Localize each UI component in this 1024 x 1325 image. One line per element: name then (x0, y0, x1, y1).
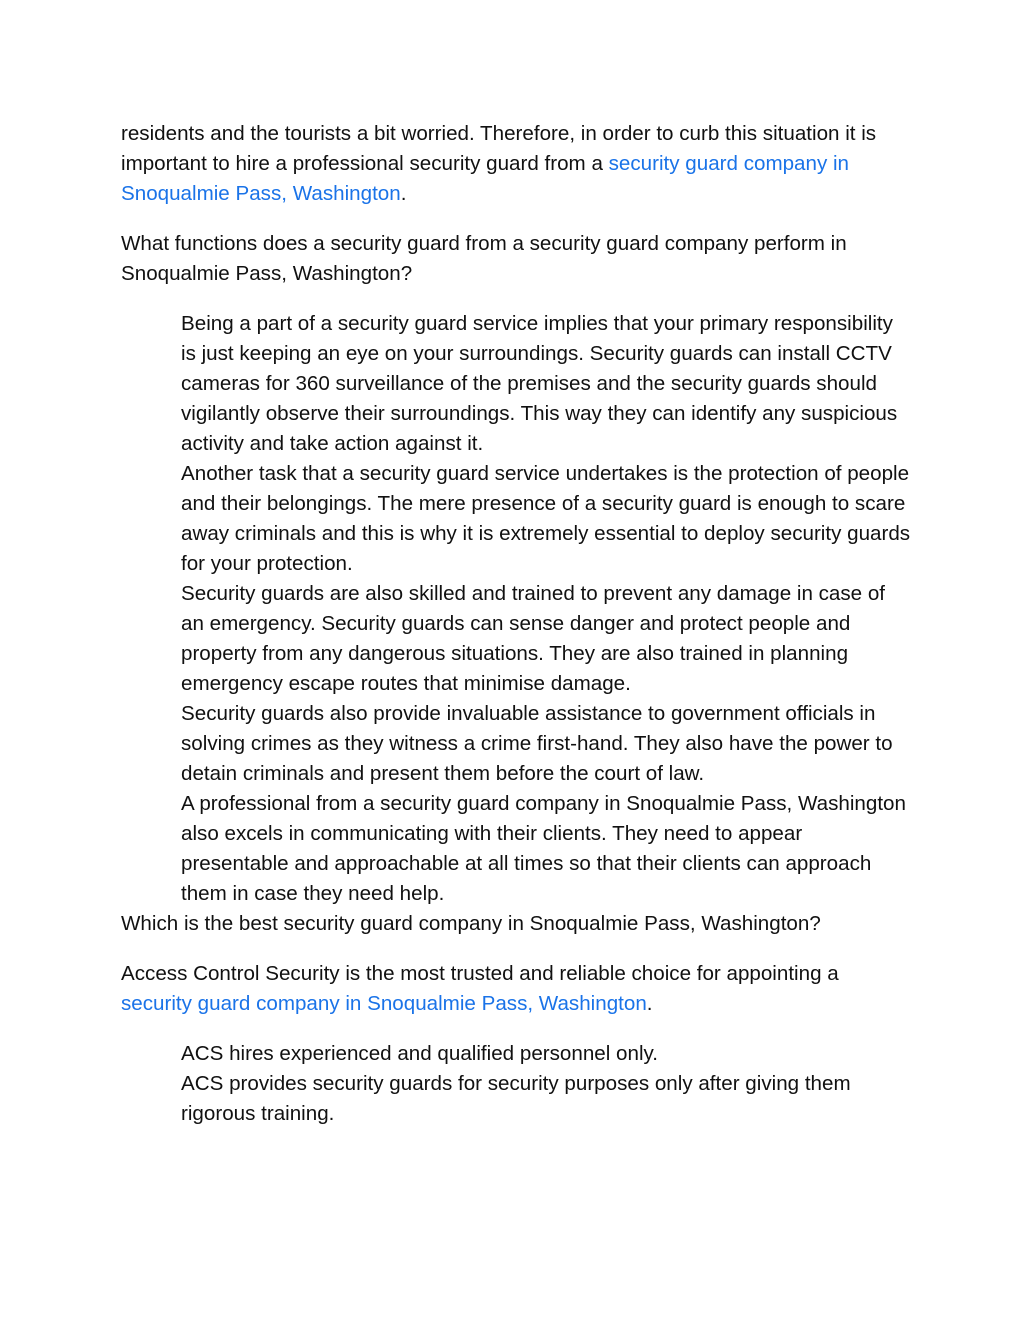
function-item: Being a part of a security guard service implies that your primary responsibility is just keeping an eye on your surroundings. Security guards can install CCTV cameras for 360 surveillance of the premises and the security guards should vigilantly observe their surroundings. This way they can identify any suspicious activity and take action against it. (181, 312, 898, 455)
intro-paragraph (121, 119, 911, 209)
acs-point-item: ACS hires experienced and qualified personnel only. (181, 1042, 659, 1065)
security-company-link[interactable]: security guard company in Snoqualmie Pass, Washington (121, 152, 850, 205)
answer-text: Access Control Security is the most trusted and reliable choice for appointing a (121, 962, 839, 985)
functions-list (121, 309, 911, 909)
answer-paragraph (121, 959, 911, 1019)
question-heading-best-company: Which is the best security guard company in Snoqualmie Pass, Washington? (121, 912, 821, 935)
answer-text-end: . (646, 992, 653, 1015)
document-page (121, 119, 911, 1129)
security-company-link[interactable]: security guard company in Snoqualmie Pass, Washington (121, 992, 647, 1015)
intro-text: residents and the tourists a bit worried. Therefore, in order to curb this situation it is important to hire a professional security guard from a (121, 122, 877, 175)
intro-text-end: . (400, 182, 407, 205)
acs-point-item: ACS provides security guards for security purposes only after giving them rigorous training. (181, 1072, 851, 1125)
function-item: Another task that a security guard service undertakes is the protection of people and their belongings. The mere presence of a security guard is enough to scare away criminals and this is why it is extremely essential to deploy security guards for your protection. (181, 462, 911, 575)
question-heading-functions: What functions does a security guard from a security guard company perform in Snoqualmie Pass, Washington? (121, 232, 847, 285)
function-item: Security guards are also skilled and trained to prevent any damage in case of an emergency. Security guards can sense danger and protect people and property from any dangerous situations. They are also trained in planning emergency escape routes that minimise damage. (181, 582, 886, 695)
function-item: A professional from a security guard company in Snoqualmie Pass, Washington also excels in communicating with their clients. They need to appear presentable and approachable at all times so that their clients can approach them in case they need help. (181, 792, 906, 905)
acs-points-list (121, 1039, 911, 1129)
function-item: Security guards also provide invaluable assistance to government officials in solving crimes as they witness a crime first-hand. They also have the power to detain criminals and present them before the court of law. (181, 702, 893, 785)
